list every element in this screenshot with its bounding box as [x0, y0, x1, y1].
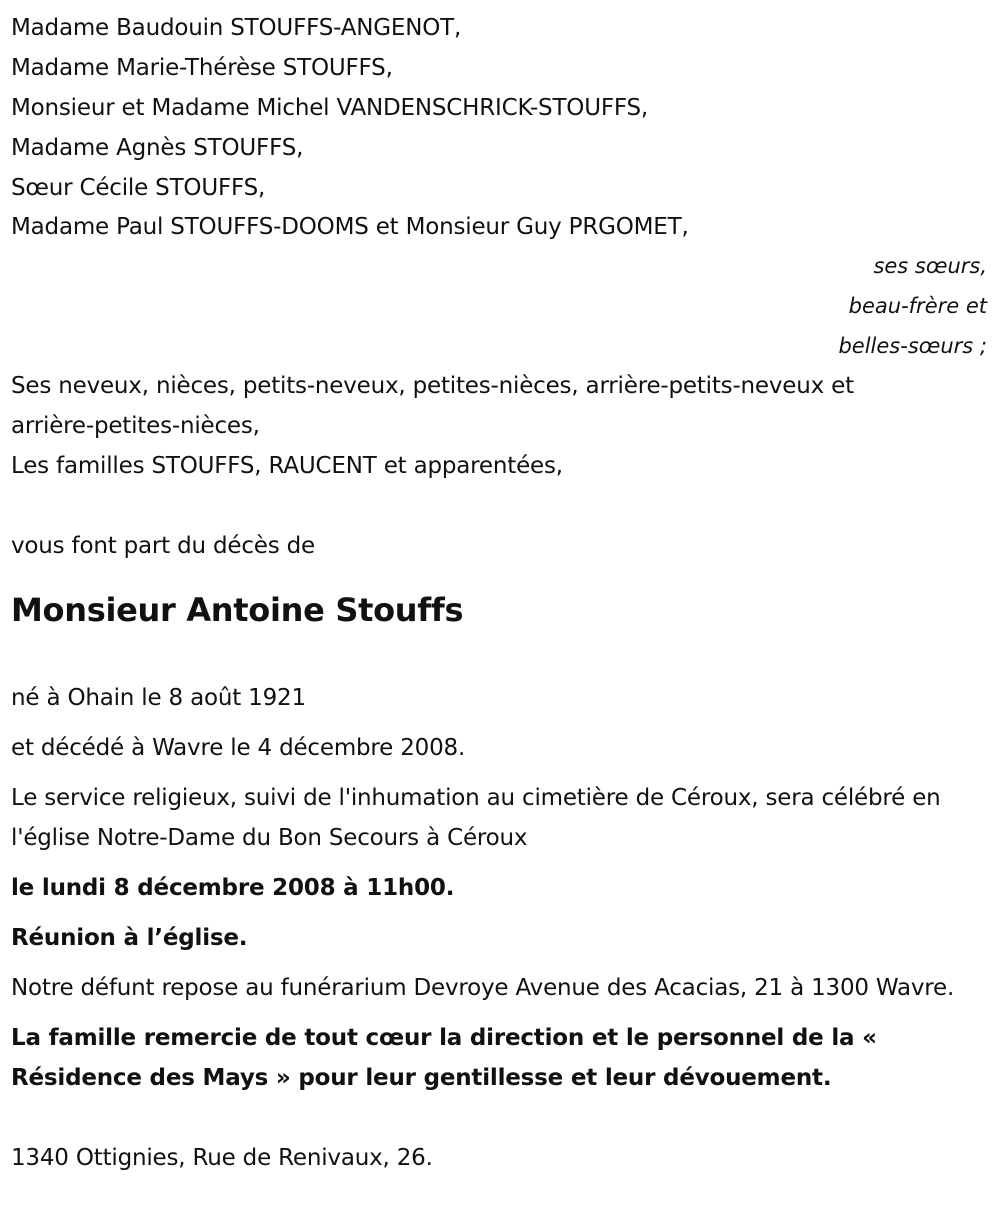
- rest-place-info: Notre défunt repose au funérarium Devroye Avenue des Acacias, 21 à 1300 Wavre.: [11, 975, 955, 1001]
- relation-line: belles-sœurs ;: [838, 334, 987, 358]
- mourner-line: Madame Paul STOUFFS-DOOMS et Monsieur Guy PRGOMET,: [11, 214, 689, 240]
- relation-block: [11, 246, 989, 366]
- extended-family-line: Ses neveux, nièces, petits-neveux, petites-nièces, arrière-petits-neveux et: [11, 373, 854, 399]
- mourner-line: Monsieur et Madame Michel VANDENSCHRICK-STOUFFS,: [11, 95, 648, 121]
- extended-family: [11, 366, 989, 486]
- deceased-name: Monsieur Antoine Stouffs: [11, 591, 464, 629]
- spacer: [11, 1108, 989, 1138]
- service-date: le lundi 8 décembre 2008 à 11h00.: [11, 875, 455, 901]
- family-address: 1340 Ottignies, Rue de Renivaux, 26.: [11, 1145, 433, 1171]
- thanks-message: La famille remercie de tout cœur la direction et le personnel de la « Résidence des Mays » pour leur gentillesse et leur dévouement.: [11, 1025, 877, 1091]
- mourner-line: Sœur Cécile STOUFFS,: [11, 175, 266, 201]
- relation-line: ses sœurs,: [873, 254, 987, 278]
- announcement-text: vous font part du décès de: [11, 533, 315, 559]
- mourner-line: Madame Baudouin STOUFFS-ANGENOT,: [11, 15, 462, 41]
- mourners-list: [11, 8, 989, 246]
- mourner-line: Madame Agnès STOUFFS,: [11, 135, 304, 161]
- meeting-info: Réunion à l’église.: [11, 925, 248, 951]
- extended-family-line: Les familles STOUFFS, RAUCENT et apparentées,: [11, 453, 563, 479]
- death-info: et décédé à Wavre le 4 décembre 2008.: [11, 735, 466, 761]
- spacer: [11, 486, 989, 526]
- mourner-line: Madame Marie-Thérèse STOUFFS,: [11, 55, 393, 81]
- extended-family-line: arrière-petites-nièces,: [11, 413, 260, 439]
- birth-info: né à Ohain le 8 août 1921: [11, 685, 306, 711]
- service-info: Le service religieux, suivi de l'inhumation au cimetière de Céroux, sera célébré en l'église Notre-Dame du Bon Secours à Céroux: [11, 785, 941, 851]
- relation-line: beau-frère et: [848, 294, 987, 318]
